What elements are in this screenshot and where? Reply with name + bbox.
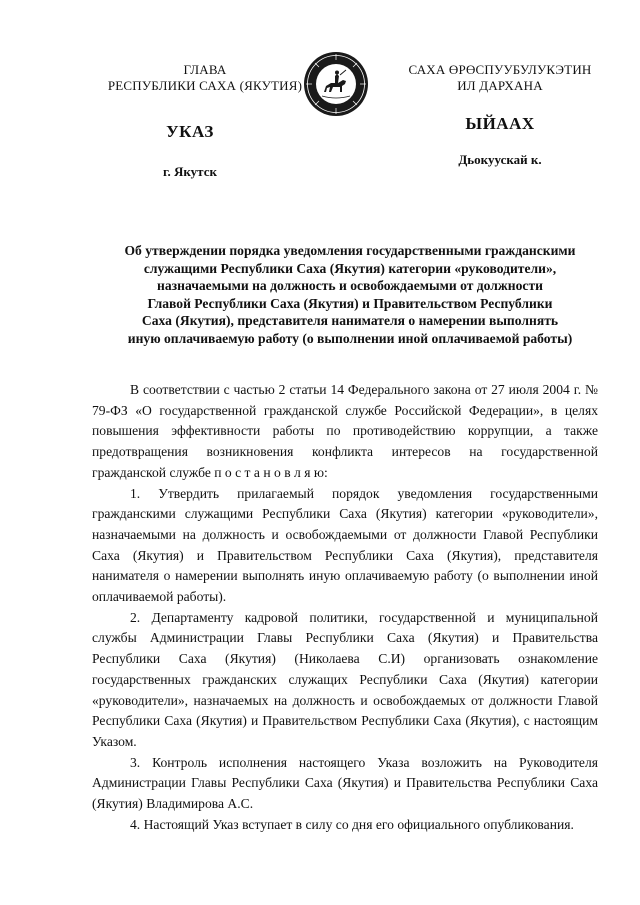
doc-type-sakha: ЫЙААХ xyxy=(465,114,535,133)
title-line: Об утверждении порядка уведомления государственными гражданскими xyxy=(124,243,576,258)
item-3-paragraph: 3. Контроль исполнения настоящего Указа возложить на Руководителя Администрации Главы Республики Саха (Якутия) и Правительства Республики Саха (Якутия) Владимирова А.С. xyxy=(92,754,598,812)
doc-type-russian: УКАЗ xyxy=(166,122,214,141)
coat-of-arms-emblem xyxy=(302,50,370,118)
decree-body xyxy=(92,380,598,835)
decree-title xyxy=(90,242,610,348)
item-4-paragraph: 4. Настоящий Указ вступает в силу со дня его официального опубликования. xyxy=(130,816,574,832)
item-2-paragraph: 2. Департаменту кадровой политики, государственной и муниципальной службы Администрации Главы Республики Саха (Якутия) и Правительства Республики Саха (Якутия) (Николаева С.И) организовать ознакомление государственных гражданских служащих Республики Саха (Якутия) категории «руководители», назначаемых на должность и освобождаемых от должности Главой Республики Саха (Якутия) и Правительством Республики Саха (Якутия), с настоящим Указом. xyxy=(92,609,598,749)
header-left-line2: РЕСПУБЛИКИ САХА (ЯКУТИЯ) xyxy=(107,78,303,93)
header-left-line1: ГЛАВА xyxy=(183,62,227,77)
title-line: Главой Республики Саха (Якутия) и Правительством Республики xyxy=(147,295,553,311)
header-left-block xyxy=(70,62,340,94)
title-line: Саха (Якутия), представителя нанимателя о намерении выполнять xyxy=(141,313,559,329)
preamble-paragraph: В соответствии с частью 2 статьи 14 Федерального закона от 27 июля 2004 г. № 79-ФЗ «О государственной гражданской службе Российской Федерации», в целях повышения эффективности работы по противодействию коррупции, а также предотвращения возникновения конфликта интересов на государственной гражданской службе п о с т а н о в л я ю: xyxy=(92,382,598,480)
header-right-block xyxy=(385,62,615,94)
header-right-line1: САХА ӨРӨСПУУБУЛУКЭТИН xyxy=(408,62,592,77)
title-line: служащими Республики Саха (Якутия) категории «руководители», xyxy=(143,260,557,276)
header-right-line2: ИЛ ДАРХАНА xyxy=(457,78,543,93)
title-line: иную оплачиваемую работу (о выполнении иной оплачиваемой работы) xyxy=(127,330,573,346)
item-1-paragraph: 1. Утвердить прилагаемый порядок уведомления государственными гражданскими служащими Республики Саха (Якутия) категории «руководители», назначаемыми на должность и освобождаемыми от должности Главой Республики Саха (Якутия) и Правительством Республики Саха (Якутия), представителя нанимателя о намерении выполнять иную оплачиваемую работу (о выполнении иной оплачиваемой работы). xyxy=(92,485,598,605)
title-line: назначаемыми на должность и освобождаемыми от должности xyxy=(157,278,543,294)
city-russian: г. Якутск xyxy=(163,164,217,179)
city-sakha: Дьокуускай к. xyxy=(458,152,542,167)
